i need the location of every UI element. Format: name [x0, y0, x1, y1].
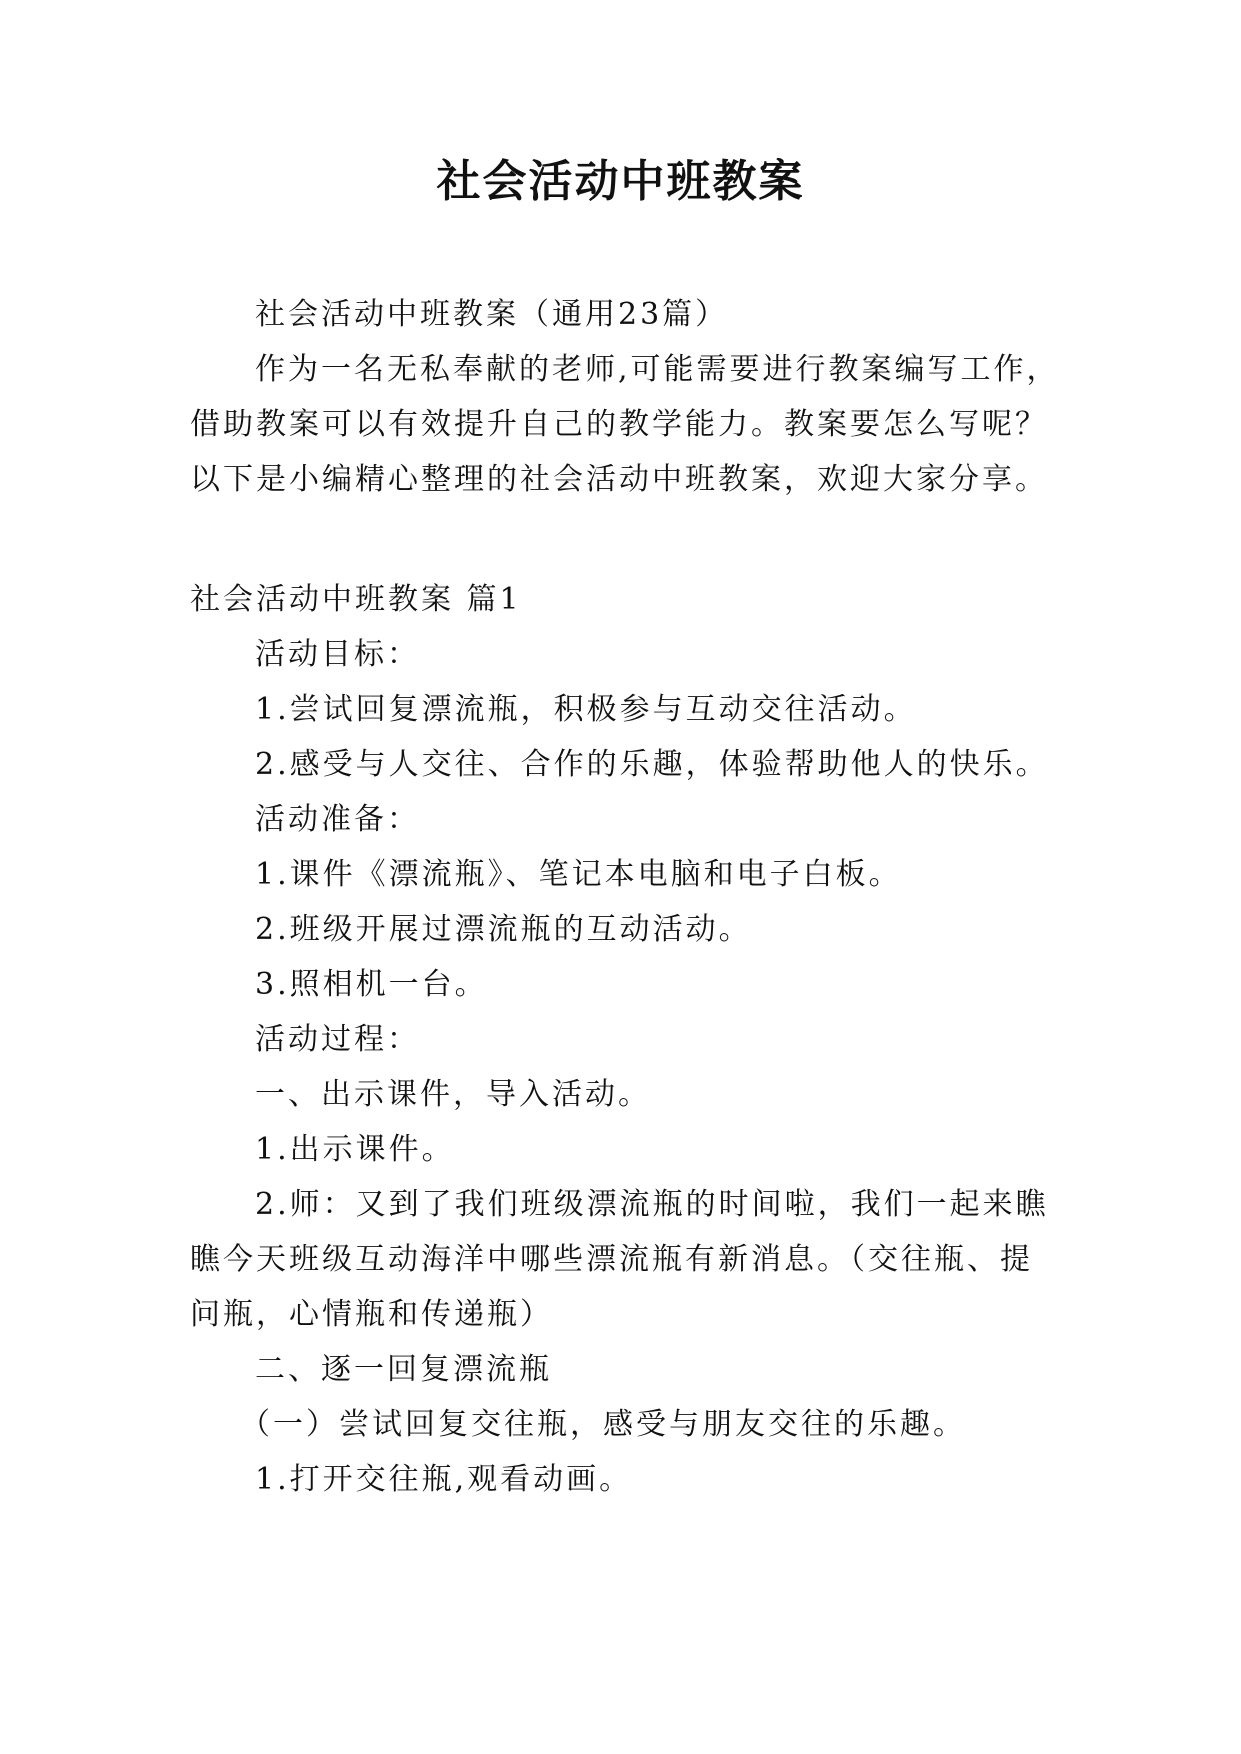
body-line: 活动准备：: [255, 802, 420, 837]
body-line: 1.出示课件。: [255, 1132, 455, 1167]
body-line: 2.师：又到了我们班级漂流瓶的时间啦，我们一起来瞧: [255, 1187, 1049, 1222]
intro-line: 以下是小编精心整理的社会活动中班教案，欢迎大家分享。: [190, 462, 1048, 497]
body-line: 活动过程：: [255, 1022, 420, 1057]
body-line: 2.感受与人交往、合作的乐趣，体验帮助他人的快乐。: [255, 747, 1049, 782]
body-line: 3.照相机一台。: [255, 967, 488, 1002]
body-line: 2.班级开展过漂流瓶的互动活动。: [255, 912, 752, 947]
body-line: 一、出示课件，导入活动。: [255, 1077, 651, 1112]
body-line: （一）尝试回复交往瓶，感受与朋友交往的乐趣。: [240, 1407, 966, 1442]
body-line: 1.课件《漂流瓶》、笔记本电脑和电子白板。: [255, 857, 902, 892]
intro-line: 作为一名无私奉献的老师,可能需要进行教案编写工作，: [255, 352, 1060, 387]
body-line: 1.尝试回复漂流瓶，积极参与互动交往活动。: [255, 692, 917, 727]
body-line: 1.打开交往瓶,观看动画。: [255, 1462, 633, 1497]
section-heading: 社会活动中班教案 篇1: [190, 582, 522, 617]
body-line: 二、逐一回复漂流瓶: [255, 1352, 552, 1387]
body-line: 活动目标：: [255, 637, 420, 672]
intro-line: 借助教案可以有效提升自己的教学能力。教案要怎么写呢？: [190, 407, 1048, 442]
body-line: 瞧今天班级互动海洋中哪些漂流瓶有新消息。（交往瓶、提: [190, 1242, 1033, 1277]
document-subtitle: 社会活动中班教案（通用23篇）: [255, 297, 729, 332]
body-line: 问瓶，心情瓶和传递瓶）: [190, 1297, 553, 1332]
document-title: 社会活动中班教案: [436, 156, 805, 207]
